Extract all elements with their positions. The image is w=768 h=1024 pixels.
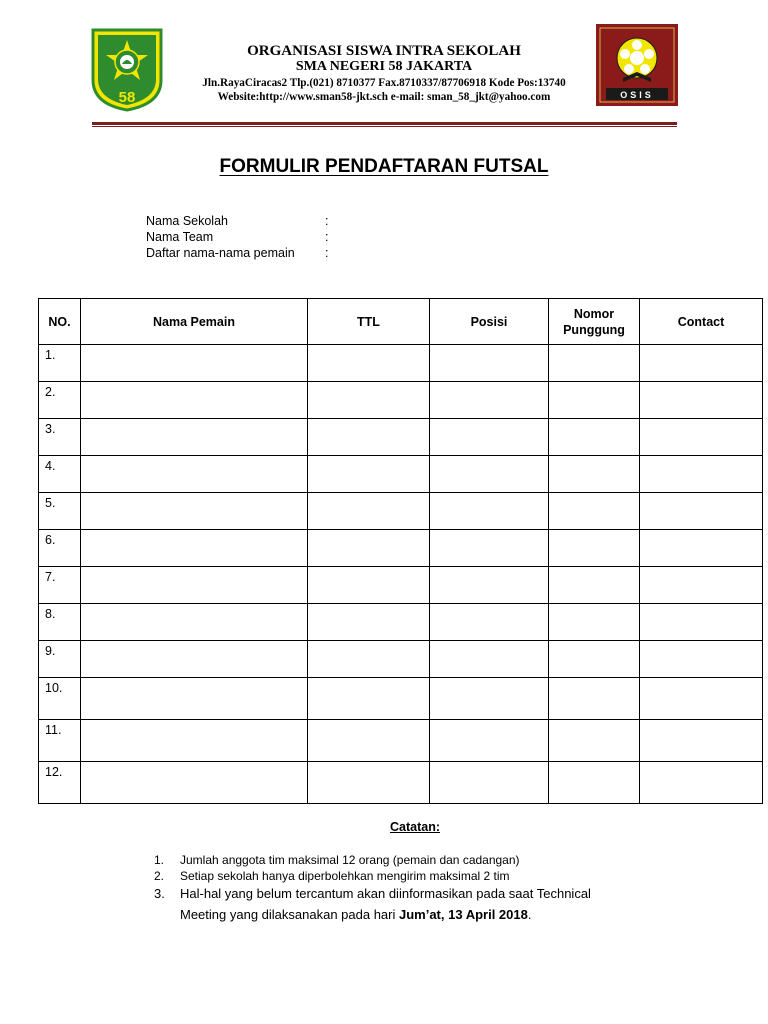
- note-number-1: 1.: [154, 853, 165, 867]
- cell-jersey-number[interactable]: [549, 456, 640, 493]
- cell-jersey-number[interactable]: [549, 382, 640, 419]
- field-colon-school: :: [325, 214, 329, 228]
- note-text-3: Hal-hal yang belum tercantum akan diinformasikan pada saat Technical: [180, 886, 591, 901]
- cell-birth[interactable]: [308, 345, 430, 382]
- note-number-3: 3.: [154, 886, 165, 901]
- row-number: 5.: [39, 493, 81, 530]
- row-number: 6.: [39, 530, 81, 567]
- row-number: 10.: [39, 678, 81, 720]
- header-no: NO.: [39, 299, 81, 345]
- table-row: [39, 530, 763, 567]
- cell-player-name[interactable]: [81, 456, 308, 493]
- cell-birth[interactable]: [308, 567, 430, 604]
- cell-position[interactable]: [430, 493, 549, 530]
- table-row: [39, 678, 763, 720]
- cell-birth[interactable]: [308, 762, 430, 804]
- cell-player-name[interactable]: [81, 678, 308, 720]
- cell-contact[interactable]: [640, 456, 763, 493]
- cell-jersey-number[interactable]: [549, 678, 640, 720]
- org-name: ORGANISASI SISWA INTRA SEKOLAH: [247, 43, 521, 59]
- header-rule-thin: [92, 126, 677, 127]
- table-row: [39, 762, 763, 804]
- cell-birth[interactable]: [308, 456, 430, 493]
- note-text-1: Jumlah anggota tim maksimal 12 orang (pemain dan cadangan): [180, 853, 520, 867]
- note-period: .: [527, 907, 532, 922]
- cell-birth[interactable]: [308, 678, 430, 720]
- cell-jersey-number[interactable]: [549, 641, 640, 678]
- row-number: 12.: [39, 762, 81, 804]
- table-row: [39, 419, 763, 456]
- row-number: 1.: [39, 345, 81, 382]
- cell-position[interactable]: [430, 567, 549, 604]
- cell-jersey-number[interactable]: [549, 345, 640, 382]
- field-label-players: Daftar nama-nama pemain: [146, 246, 295, 260]
- cell-contact[interactable]: [640, 604, 763, 641]
- cell-position[interactable]: [430, 382, 549, 419]
- cell-position[interactable]: [430, 762, 549, 804]
- table-row: [39, 456, 763, 493]
- cell-player-name[interactable]: [81, 530, 308, 567]
- cell-jersey-number[interactable]: [549, 762, 640, 804]
- cell-contact[interactable]: [640, 493, 763, 530]
- cell-position[interactable]: [430, 345, 549, 382]
- row-number: 7.: [39, 567, 81, 604]
- field-label-school: Nama Sekolah: [146, 214, 228, 228]
- cell-player-name[interactable]: [81, 382, 308, 419]
- cell-contact[interactable]: [640, 567, 763, 604]
- cell-jersey-number[interactable]: [549, 419, 640, 456]
- cell-contact[interactable]: [640, 678, 763, 720]
- row-number: 4.: [39, 456, 81, 493]
- notes-heading: Catatan:: [389, 820, 440, 834]
- cell-contact[interactable]: [640, 720, 763, 762]
- cell-contact[interactable]: [640, 641, 763, 678]
- header-player-name: Nama Pemain: [81, 299, 308, 345]
- row-number: 11.: [39, 720, 81, 762]
- note-number-2: 2.: [154, 869, 165, 883]
- form-title: FORMULIR PENDAFTARAN FUTSAL: [219, 156, 549, 177]
- field-colon-team: :: [325, 230, 329, 244]
- cell-player-name[interactable]: [81, 762, 308, 804]
- cell-contact[interactable]: [640, 419, 763, 456]
- cell-player-name[interactable]: [81, 604, 308, 641]
- cell-jersey-number[interactable]: [549, 720, 640, 762]
- table-row: [39, 720, 763, 762]
- header-rule-thick: [92, 122, 677, 125]
- school-address: Jln.RayaCiracas2 Tlp.(021) 8710377 Fax.8710337/87706918 Kode Pos:13740: [202, 77, 566, 89]
- field-colon-players: :: [325, 246, 329, 260]
- cell-birth[interactable]: [308, 720, 430, 762]
- table-row: [39, 604, 763, 641]
- school-website: Website:http://www.sman58-jkt.sch e-mail: sman_58_jkt@yahoo.com: [217, 91, 551, 103]
- cell-position[interactable]: [430, 678, 549, 720]
- cell-player-name[interactable]: [81, 419, 308, 456]
- cell-position[interactable]: [430, 530, 549, 567]
- player-table: [38, 298, 763, 804]
- school-name: SMA NEGERI 58 JAKARTA: [295, 59, 473, 74]
- note-meeting-date: Jum’at, 13 April 2018: [398, 907, 528, 922]
- cell-jersey-number[interactable]: [549, 604, 640, 641]
- cell-contact[interactable]: [640, 530, 763, 567]
- school-logo-left: [90, 24, 164, 112]
- cell-birth[interactable]: [308, 530, 430, 567]
- cell-contact[interactable]: [640, 382, 763, 419]
- table-row: [39, 493, 763, 530]
- cell-jersey-number[interactable]: [549, 530, 640, 567]
- table-row: [39, 382, 763, 419]
- table-row: [39, 641, 763, 678]
- header-jersey-number: Nomor Punggung: [549, 299, 640, 345]
- cell-player-name[interactable]: [81, 345, 308, 382]
- logo-osis-text: OSIS: [620, 90, 654, 100]
- header-position: Posisi: [430, 299, 549, 345]
- cell-jersey-number[interactable]: [549, 493, 640, 530]
- cell-position[interactable]: [430, 641, 549, 678]
- cell-birth[interactable]: [308, 604, 430, 641]
- osis-logo-right: [596, 24, 678, 106]
- cell-birth[interactable]: [308, 493, 430, 530]
- table-row: [39, 567, 763, 604]
- note-meeting-text: Meeting yang dilaksanakan pada hari: [180, 907, 399, 922]
- header-birth: TTL: [308, 299, 430, 345]
- note-text-3-continued: [180, 907, 531, 922]
- cell-player-name[interactable]: [81, 567, 308, 604]
- cell-position[interactable]: [430, 604, 549, 641]
- cell-player-name[interactable]: [81, 641, 308, 678]
- note-text-2: Setiap sekolah hanya diperbolehkan mengirim maksimal 2 tim: [180, 869, 510, 883]
- table-row: [39, 345, 763, 382]
- row-number: 2.: [39, 382, 81, 419]
- cell-position[interactable]: [430, 419, 549, 456]
- cell-birth[interactable]: [308, 382, 430, 419]
- logo-number: 58: [118, 89, 136, 106]
- table-header-row: [39, 299, 763, 345]
- row-number: 9.: [39, 641, 81, 678]
- cell-player-name[interactable]: [81, 720, 308, 762]
- cell-jersey-number[interactable]: [549, 567, 640, 604]
- cell-position[interactable]: [430, 456, 549, 493]
- cell-birth[interactable]: [308, 419, 430, 456]
- row-number: 3.: [39, 419, 81, 456]
- field-label-team: Nama Team: [146, 230, 214, 244]
- cell-contact[interactable]: [640, 762, 763, 804]
- cell-contact[interactable]: [640, 345, 763, 382]
- cell-player-name[interactable]: [81, 493, 308, 530]
- cell-birth[interactable]: [308, 641, 430, 678]
- cell-position[interactable]: [430, 720, 549, 762]
- row-number: 8.: [39, 604, 81, 641]
- header-contact: Contact: [640, 299, 763, 345]
